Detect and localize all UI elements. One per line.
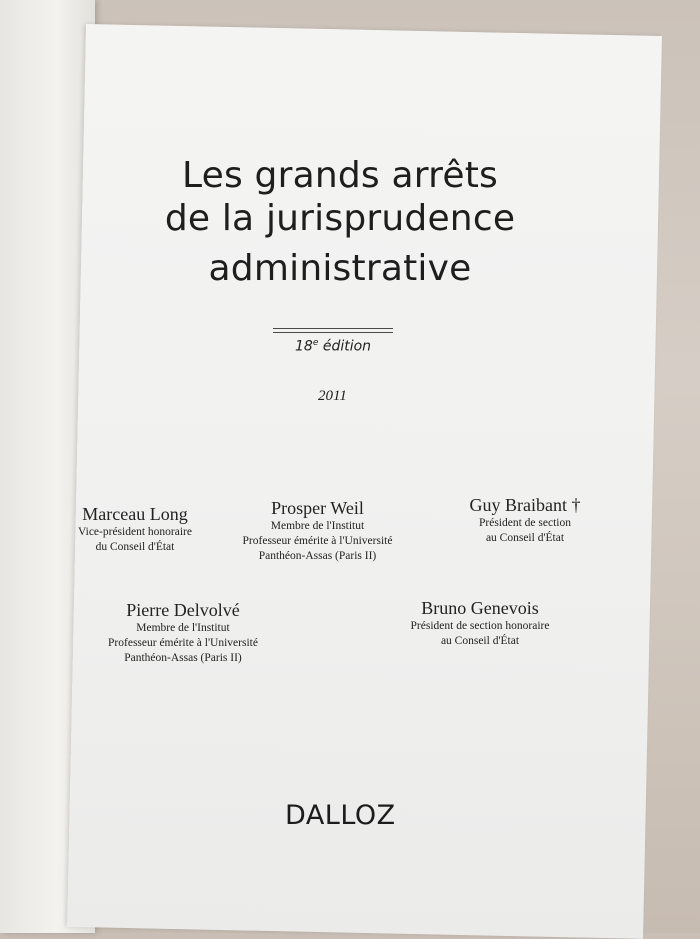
- book-title-line-2: de la jurisprudence: [164, 198, 516, 239]
- edition-word: édition: [322, 338, 372, 355]
- title-rule-bottom: [273, 332, 393, 333]
- author-role-line: au Conseil d'État: [485, 532, 565, 544]
- author-role-line: Membre de l'Institut: [270, 520, 365, 532]
- edition-suffix: e: [312, 338, 319, 348]
- author-prosper-weil: [210, 497, 425, 564]
- book-title-line-1: Les grands arrêts: [181, 155, 498, 196]
- publisher-logo: DALLOZ: [285, 800, 396, 831]
- publication-year: 2011: [318, 388, 347, 404]
- author-bruno-genevois: [375, 597, 585, 649]
- author-role-line: Panthéon-Assas (Paris II): [124, 652, 242, 664]
- author-role-line: Panthéon-Assas (Paris II): [258, 550, 377, 562]
- author-marceau-long: [60, 503, 210, 555]
- author-role-line: du Conseil d'État: [95, 541, 175, 553]
- author-role-line: au Conseil d'État: [440, 635, 520, 647]
- author-name: Bruno Genevois: [421, 598, 539, 618]
- author-name: Marceau Long: [82, 504, 188, 524]
- author-role-line: Président de section honoraire: [410, 620, 550, 632]
- author-pierre-delvolve: [78, 599, 288, 666]
- author-name: Pierre Delvolvé: [126, 600, 240, 620]
- author-name: Guy Braibant †: [469, 495, 581, 515]
- author-role-line: Vice-président honoraire: [78, 526, 192, 538]
- author-role-line: Président de section: [479, 517, 571, 529]
- author-role-line: Professeur émérite à l'Université: [242, 535, 393, 547]
- title-rule-top: [273, 328, 393, 329]
- author-guy-braibant: [440, 494, 610, 546]
- author-role-line: Membre de l'Institut: [136, 622, 230, 634]
- book-title-line-3: administrative: [208, 248, 472, 289]
- edition-label: [295, 338, 371, 355]
- edition-number: 18: [295, 338, 313, 355]
- author-name: Prosper Weil: [271, 498, 364, 518]
- author-role-line: Professeur émérite à l'Université: [108, 637, 258, 649]
